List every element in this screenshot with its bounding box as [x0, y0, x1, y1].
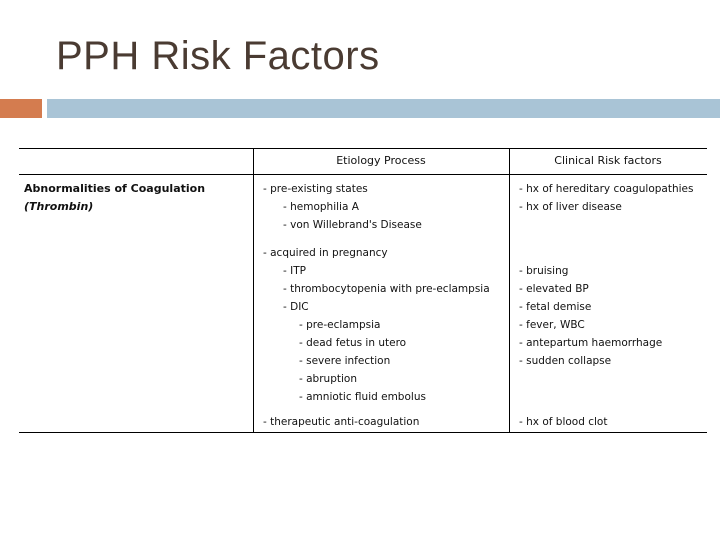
- clinical-item: - hx of liver disease: [519, 201, 622, 213]
- etiology-group-3: [263, 413, 419, 431]
- etiology-item: - abruption: [299, 373, 357, 385]
- etiology-item: - acquired in pregnancy: [263, 247, 388, 259]
- header-bar: [47, 99, 720, 118]
- header-etiology: Etiology Process: [336, 154, 426, 167]
- etiology-group-1: [263, 180, 422, 234]
- header-clinical: Clinical Risk factors: [554, 154, 662, 167]
- column-divider: [509, 149, 510, 432]
- etiology-item: - severe infection: [299, 355, 391, 367]
- clinical-item: - hx of blood clot: [519, 416, 608, 428]
- category-cell: [24, 180, 205, 216]
- clinical-group-2: [519, 262, 662, 370]
- accent-bar: [0, 99, 42, 118]
- category-name: Abnormalities of Coagulation: [24, 182, 206, 195]
- etiology-item: - ITP: [283, 265, 306, 277]
- clinical-item: - fetal demise: [519, 301, 592, 313]
- clinical-item: - antepartum haemorrhage: [519, 337, 663, 349]
- etiology-item: - pre-existing states: [263, 183, 368, 195]
- etiology-item: - DIC: [283, 301, 309, 313]
- clinical-item: - sudden collapse: [519, 355, 612, 367]
- column-divider: [253, 149, 254, 432]
- clinical-item: - elevated BP: [519, 283, 589, 295]
- etiology-item: - pre-eclampsia: [299, 319, 381, 331]
- risk-factors-table: [19, 148, 707, 433]
- etiology-item: - dead fetus in utero: [299, 337, 407, 349]
- category-sub: (Thrombin): [24, 200, 94, 213]
- header-divider: [19, 174, 707, 175]
- etiology-group-2: [263, 244, 490, 406]
- clinical-group-3: [519, 413, 607, 431]
- clinical-item: - hx of hereditary coagulopathies: [519, 183, 694, 195]
- slide-title: PPH Risk Factors: [56, 34, 380, 78]
- clinical-group-1: [519, 180, 693, 216]
- etiology-item: - von Willebrand's Disease: [283, 219, 422, 231]
- etiology-item: - hemophilia A: [283, 201, 359, 213]
- etiology-item: - thrombocytopenia with pre-eclampsia: [283, 283, 490, 295]
- clinical-item: - bruising: [519, 265, 569, 277]
- etiology-item: - amniotic fluid embolus: [299, 391, 426, 403]
- etiology-item: - therapeutic anti-coagulation: [263, 416, 420, 428]
- clinical-item: - fever, WBC: [519, 319, 585, 331]
